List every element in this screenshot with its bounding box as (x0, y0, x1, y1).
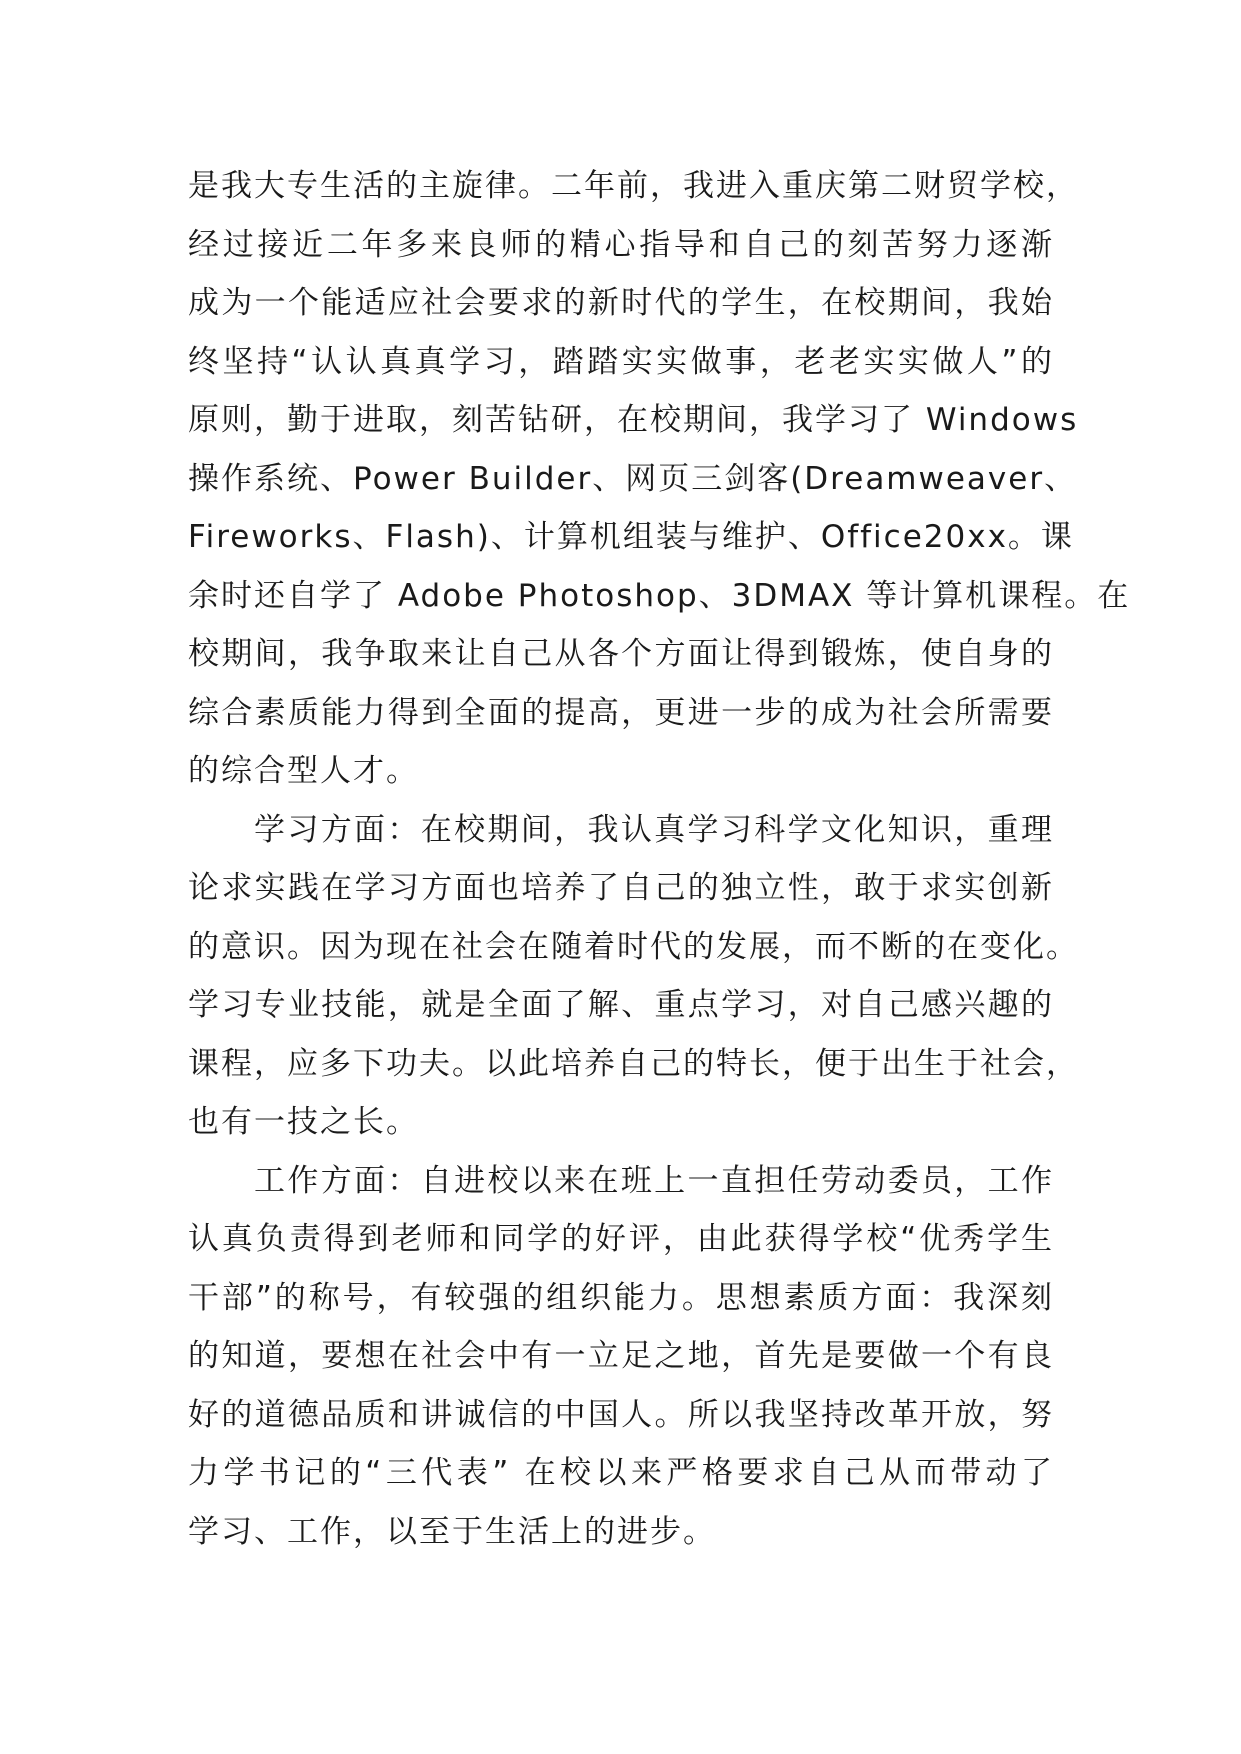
paragraph-work (188, 1152, 1054, 1562)
text-line: 终坚持“认认真真学习，踏踏实实做事，老老实实做人”的 (188, 343, 1054, 380)
text-line: 综合素质能力得到全面的提高，更进一步的成为社会所需要 (188, 694, 1054, 731)
text-line: 的综合型人才。 (188, 753, 419, 789)
text-line: 论求实践在学习方面也培养了自己的独立性，敢于求实创新 (188, 870, 1054, 906)
text-line: 学习、工作，以至于生活上的进步。 (188, 1513, 716, 1550)
text-line: 认真负责得到老师和同学的好评，由此获得学校“优秀学生 (188, 1221, 1054, 1257)
text-line: 成为一个能适应社会要求的新时代的学生，在校期间，我始 (188, 285, 1054, 321)
text-line: 校期间，我争取来让自己从各个方面让得到锻炼，使自身的 (188, 636, 1054, 672)
text-line: 经过接近二年多来良师的精心指导和自己的刻苦努力逐渐 (188, 226, 1054, 263)
text-line: Fireworks、Flash)、计算机组装与维护、Office20xx。课 (188, 519, 1074, 555)
paragraph-study (188, 801, 1079, 1152)
document-body (188, 157, 1131, 1561)
text-line: 力学书记的“三代表” 在校以来严格要求自己从而带动了 (188, 1455, 1054, 1491)
text-line: 学习专业技能，就是全面了解、重点学习，对自己感兴趣的 (188, 987, 1054, 1023)
text-line: 的意识。因为现在社会在随着时代的发展，而不断的在变化。 (188, 928, 1079, 965)
text-line: 是我大专生活的主旋律。二年前，我进入重庆第二财贸学校， (188, 168, 1079, 204)
text-line: 的知道，要想在社会中有一立足之地，首先是要做一个有良 (188, 1338, 1054, 1374)
text-line: 学习方面：在校期间，我认真学习科学文化知识，重理 (254, 811, 1054, 848)
text-line: 操作系统、Power Builder、网页三剑客(Dreamweaver、 (188, 460, 1078, 497)
paragraph-1 (188, 157, 1131, 801)
text-line: 好的道德品质和讲诚信的中国人。所以我坚持改革开放，努 (188, 1396, 1054, 1433)
text-line: 原则，勤于进取，刻苦钻研，在校期间，我学习了 Windows (188, 402, 1079, 438)
text-line: 余时还自学了 Adobe Photoshop、3DMAX 等计算机课程。在 (188, 577, 1131, 614)
text-line: 工作方面：自进校以来在班上一直担任劳动委员，工作 (254, 1162, 1054, 1199)
text-line: 也有一技之长。 (188, 1104, 419, 1140)
text-line: 干部”的称号，有较强的组织能力。思想素质方面：我深刻 (188, 1279, 1054, 1316)
text-line: 课程，应多下功夫。以此培养自己的特长，便于出生于社会， (188, 1045, 1079, 1082)
